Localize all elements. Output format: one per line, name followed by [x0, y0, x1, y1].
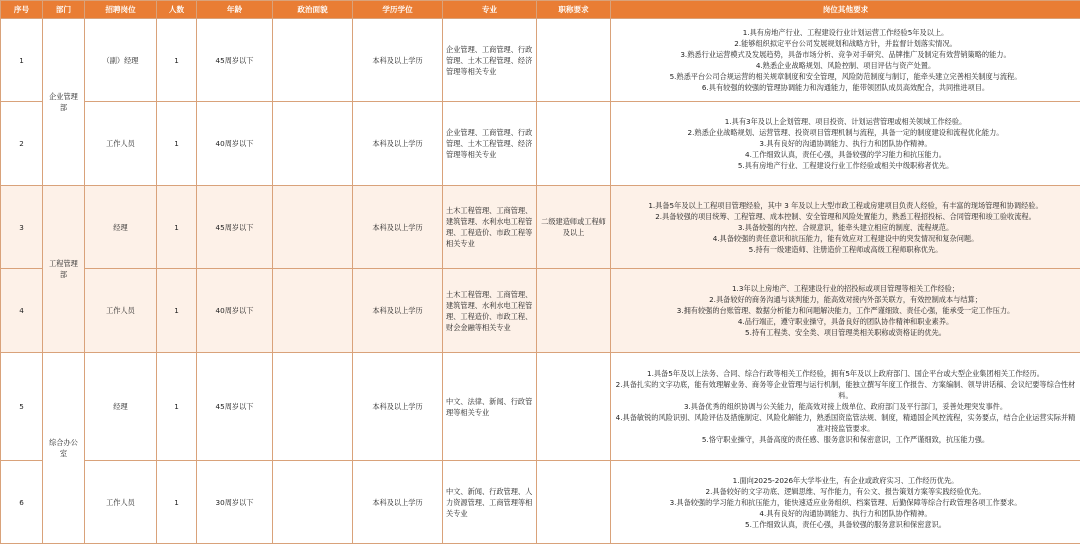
row-no: 2 — [1, 102, 43, 186]
table-row — [1, 269, 1080, 353]
req-line: 2.具备较强的项目统筹、工程管理、成本控制、安全管理和风险处置能力，熟悉工程招投标、合同管理和竣工验收流程。 — [655, 211, 1036, 221]
row-title-req: 二级建造师或工程师及以上 — [537, 186, 611, 269]
req-line: 2.具备扎实的文字功底，能有效理解业务、商务等企业管理与运行机制，能独立撰写年度工作报告、方案编制、领导讲话稿、会议纪要等综合性材料。 — [615, 380, 1076, 400]
row-position: 经理 — [85, 186, 157, 269]
req-line: 4.具备较强的责任意识和抗压能力，能有效应对工程建设中的突发情况和复杂问题。 — [712, 233, 979, 243]
row-no: 3 — [1, 186, 43, 269]
row-age: 40周岁以下 — [197, 269, 273, 353]
header-education: 学历学位 — [353, 1, 443, 19]
req-line: 5.持有工程类、安全类、项目管理类相关职称或资格证的优先。 — [745, 328, 946, 337]
table-row — [1, 19, 1080, 102]
row-count: 1 — [157, 461, 197, 544]
row-major: 企业管理、工商管理、行政管理、土木工程管理、经济管理等相关专业 — [443, 19, 537, 102]
table-row — [1, 353, 1080, 461]
row-politics — [273, 269, 353, 353]
row-age: 45周岁以下 — [197, 19, 273, 102]
department-cell: 综合办公室 — [43, 353, 85, 544]
row-no: 4 — [1, 269, 43, 353]
row-other-req — [611, 19, 1080, 102]
req-line: 6.具有较强的较强的管理协调能力和沟通能力，能带领团队成员高效配合，共同推进项目。 — [701, 83, 990, 92]
row-major: 土木工程管理、工商管理、建筑管理、水利水电工程管理、工程造价、市政工程等相关专业 — [443, 186, 537, 269]
req-line: 4.熟悉企业战略规划、风险控制、项目评估与资产处置。 — [755, 61, 936, 70]
req-line: 5.工作细致认真，责任心强，具备较强的服务意识和保密意识。 — [745, 519, 946, 529]
header-position: 招聘岗位 — [85, 1, 157, 19]
header-no: 序号 — [1, 1, 43, 19]
row-count: 1 — [157, 269, 197, 353]
header-title-req: 职称要求 — [537, 1, 611, 19]
req-line: 2.具备较好的文字功底、逻辑思维、写作能力，有公文、报告策划方案等实践经验优先。 — [705, 486, 986, 496]
row-politics — [273, 19, 353, 102]
row-major: 企业管理、工商管理、行政管理、土木工程管理、经济管理等相关专业 — [443, 102, 537, 186]
row-major: 中文、新闻、行政管理、人力资源管理、工商管理等相关专业 — [443, 461, 537, 544]
table-row — [1, 102, 1080, 186]
req-line: 3.具有良好的沟通协调能力、执行力和团队协作精神。 — [759, 139, 932, 148]
row-major: 土木工程管理、工商管理、建筑管理、水利水电工程管理、工程造价、市政工程、财会金融等相关专业 — [443, 269, 537, 353]
row-position: 经理 — [85, 353, 157, 461]
row-other-req — [611, 269, 1080, 353]
req-line: 4.品行端正，遵守职业操守，具备良好的团队协作精神和职业素养。 — [737, 317, 954, 326]
req-line: 5.持有一级建造师、注册造价工程师或高级工程师职称优先。 — [748, 244, 943, 254]
row-title-req — [537, 19, 611, 102]
row-age: 30周岁以下 — [197, 461, 273, 544]
row-other-req — [611, 353, 1080, 461]
req-line: 2.熟悉企业战略规划、运营管理、投资项目管理机制与流程，具备一定的制度建设和流程优化能力。 — [687, 128, 1004, 137]
row-position: 工作人员 — [85, 102, 157, 186]
req-line: 1.具备5年及以上法务、合同、综合行政等相关工作经验，拥有5年及以上政府部门、国企平台或大型企业集团相关工作经历。 — [647, 369, 1044, 378]
row-education: 本科及以上学历 — [353, 19, 443, 102]
row-count: 1 — [157, 19, 197, 102]
req-line: 4.具有良好的沟通协调能力、执行力和团队协作精神。 — [759, 508, 932, 518]
row-politics — [273, 186, 353, 269]
row-politics — [273, 102, 353, 186]
req-line: 5.熟悉平台公司合规运营的相关规章制度和安全管理，风险防范制度与制订，能牵头建立完善相关制度与流程。 — [669, 72, 1022, 81]
table-row — [1, 461, 1080, 544]
req-line: 3.具备优秀的组织协调与公关能力，能高效对接上级单位、政府部门及平行部门，妥善处理突发事件。 — [683, 402, 1008, 411]
row-other-req — [611, 186, 1080, 269]
row-education: 本科及以上学历 — [353, 353, 443, 461]
department-cell: 企业管理部 — [43, 19, 85, 186]
row-education: 本科及以上学历 — [353, 269, 443, 353]
table-row — [1, 186, 1080, 269]
req-line: 1.具有3年及以上企划管理、项目投资、计划运营管理或相关领域工作经验。 — [724, 117, 967, 126]
row-position: （副）经理 — [85, 19, 157, 102]
req-line: 3.具备较强的学习能力和抗压能力，能快速适应业务组织、档案管理、后勤保障等综合行政管理各项工作要求。 — [669, 497, 1022, 507]
row-other-req — [611, 461, 1080, 544]
row-position: 工作人员 — [85, 461, 157, 544]
req-line: 1.具备5年及以上工程项目管理经验，其中 3 年及以上大型市政工程或房建项目负责人经验，有丰富的现场管理和协调经验。 — [648, 200, 1043, 210]
req-line: 1.3年以上房地产、工程建设行业的招投标或项目管理等相关工作经验； — [731, 284, 960, 293]
row-count: 1 — [157, 102, 197, 186]
row-age: 45周岁以下 — [197, 186, 273, 269]
req-line: 1.具有房地产行业、工程建设行业计划运营工作经验5年及以上。 — [742, 28, 949, 37]
row-other-req — [611, 102, 1080, 186]
req-line: 2.具备较好的商务沟通与谈判能力，能高效对接内外部关联方，有效控制成本与结算； — [709, 295, 982, 304]
row-no: 5 — [1, 353, 43, 461]
req-line: 5.恪守职业操守，具备高度的责任感、服务意识和保密意识，工作严谨细致，抗压能力强。 — [701, 435, 990, 444]
header-age: 年龄 — [197, 1, 273, 19]
header-department: 部门 — [43, 1, 85, 19]
row-position: 工作人员 — [85, 269, 157, 353]
row-title-req — [537, 461, 611, 544]
header-politics: 政治面貌 — [273, 1, 353, 19]
row-no: 1 — [1, 19, 43, 102]
req-line: 2.能够组织拟定平台公司发展规划和战略方针，并监督计划落实情况。 — [734, 39, 957, 48]
row-age: 40周岁以下 — [197, 102, 273, 186]
req-line: 3.具备较强的内控、合规意识，能牵头建立相应的制度、流程规范。 — [737, 222, 954, 232]
req-line: 4.工作细致认真，责任心强，具备较强的学习能力和抗压能力。 — [745, 150, 946, 159]
row-title-req — [537, 102, 611, 186]
req-line: 1.面向2025-2026年大学毕业生，有企业或政府实习、工作经历优先。 — [732, 475, 959, 485]
row-politics — [273, 461, 353, 544]
department-cell: 工程管理部 — [43, 186, 85, 353]
row-title-req — [537, 269, 611, 353]
row-age: 45周岁以下 — [197, 353, 273, 461]
row-count: 1 — [157, 186, 197, 269]
row-education: 本科及以上学历 — [353, 186, 443, 269]
table-header-row — [1, 1, 1080, 19]
row-title-req — [537, 353, 611, 461]
header-count: 人数 — [157, 1, 197, 19]
row-major: 中文、法律、新闻、行政管理等相关专业 — [443, 353, 537, 461]
req-line: 3.熟悉行业运营模式及发展趋势，具备市场分析、竞争对手研究、品牌推广及制定有效营销策略的能力。 — [680, 50, 1011, 59]
row-education: 本科及以上学历 — [353, 461, 443, 544]
req-line: 4.具备敏锐的风险识别、风险评估及措施制定、风险化解能力，熟悉国资监管法规、制度，精通国企风控流程，实务要点，结合企业运营实际并精准对接监管要求。 — [615, 413, 1076, 433]
row-politics — [273, 353, 353, 461]
req-line: 3.拥有较强的台账管理、数据分析能力和问题解决能力，工作严谨细致、责任心强，能承受一定工作压力。 — [676, 306, 1015, 315]
req-line: 5.具有房地产行业、工程建设行业工作经验或相关中级职称者优先。 — [737, 161, 954, 170]
row-education: 本科及以上学历 — [353, 102, 443, 186]
header-other-req: 岗位其他要求 — [611, 1, 1080, 19]
header-major: 专业 — [443, 1, 537, 19]
row-no: 6 — [1, 461, 43, 544]
row-count: 1 — [157, 353, 197, 461]
